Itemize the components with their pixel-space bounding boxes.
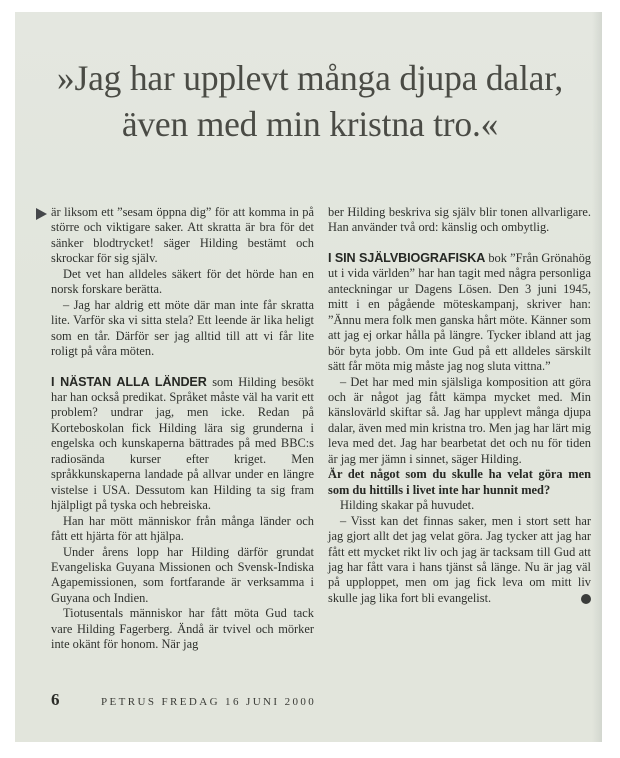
- paragraph-text: bok ”Från Grönahög ut i vida världen” har han tagit med några personliga anteckningar ur Dagens Lösen. Den 3 juni 1945, mitt i en pågående möteskampanj, skriver han: ”Ännu mera folk men ganska hårt möte. Känner som att jag ej orkar hålla på längre. Tycker ibland att jag bör byta jobb. Om inte Gud på ett alldeles särskilt sätt får möta mig måste jag nog sluta vittna.”: [328, 250, 591, 374]
- paragraph: ber Hilding beskriva sig själv blir tonen allvarligare. Han använder två ord: känslig och ombytlig.: [328, 205, 591, 235]
- headline-line-2: även med min kristna tro.«: [121, 104, 499, 144]
- paragraph: Hilding skakar på huvudet.: [340, 498, 475, 513]
- paragraph: är liksom ett ”sesam öppna dig” för att komma in på större och viktigare saker. Att skratta är bra för det sänker blodtrycket! säger Hilding bestämt och skrockar för sig själv.: [51, 205, 314, 266]
- paragraph: Det vet han alldeles säkert för det hörde han en norsk forskare berätta.: [51, 266, 314, 297]
- paragraph: Han har mött människor från många länder och fått ett hjärta för att hjälpa.: [51, 513, 314, 544]
- paragraph-with-lead: [51, 375, 314, 514]
- article-column-right: [328, 205, 591, 606]
- interview-question: Är det något som du skulle ha velat göra men som du hittills i livet inte har hunnit med?: [328, 467, 591, 497]
- triangle-right-icon: [36, 208, 47, 220]
- headline-line-1: »Jag har upplevt många djupa dalar,: [56, 58, 564, 98]
- paragraph: – Det har med min själsliga komposition att göra och är något jag fått kämpa mycket med. Min känslovärld skiftar så. Jag har upplevt många djupa dalar, även med min kristna tro. Men jag har lärt mig leva med det. Jag har bearbetat det och nu för tiden är jag mer jämn i sinnet, säger Hilding.: [328, 374, 591, 466]
- paragraph: Tiotusentals människor har fått möta Gud tack vare Hilding Fagerberg. Ändå är tvivel och mörker inte okänt för honom. När jag: [51, 606, 314, 652]
- paragraph: [328, 514, 591, 607]
- paragraph-text: – Visst kan det finnas saker, men i stort sett har jag gjort allt det jag velat göra. Jag tycker att jag har fått ett mycket rikt liv och jag är tacksam till Gud att jag har fått vara i hans tjänst så länge. Nu är jag väl på upploppet, men om jag fick leva om mitt liv skulle jag lika fort bli evangelist.: [328, 513, 591, 605]
- publication-dateline: PETRUS FREDAG 16 JUNI 2000: [101, 696, 317, 708]
- paragraph: – Jag har aldrig ett möte där man inte får skratta lite. Varför ska vi sitta stela? Ett leende är lika heligt som en tår. Därför ser jag alltid till att vi får lite roligt på våra möten.: [51, 297, 314, 359]
- paragraph: Under årens lopp har Hilding därför grundat Evangeliska Guyana Missionen och Svensk-Indiska Agapemissionen, som fortfarande är verksamma i Guyana och Indien.: [51, 544, 314, 605]
- page-number: 6: [51, 690, 60, 709]
- paragraph-with-lead: [328, 251, 591, 375]
- paragraph-text: som Hilding besökt har han också predikat. Språket måste väl ha varit ett problem? undrar jag, men icke. Redan på Korteboskolan fick Hilding lära sig grunderna i engelska och kunskaperna bättrades på med BBC:s radiosända kurser efter kriget. Men språkkunskaperna landade på allvar under en längre vistelse i USA. Dessutom kan Hilding ta sig fram hjälpligt på tyska och hebreiska.: [51, 374, 314, 513]
- section-lead-in: I SIN SJÄLVBIOGRAFISKA: [328, 250, 486, 265]
- bullet-dot-icon: [581, 594, 591, 604]
- page-footer: [51, 690, 316, 710]
- article-column-left: [51, 205, 314, 653]
- section-lead-in: I NÄSTAN ALLA LÄNDER: [51, 374, 207, 389]
- pull-quote-headline: [0, 55, 620, 147]
